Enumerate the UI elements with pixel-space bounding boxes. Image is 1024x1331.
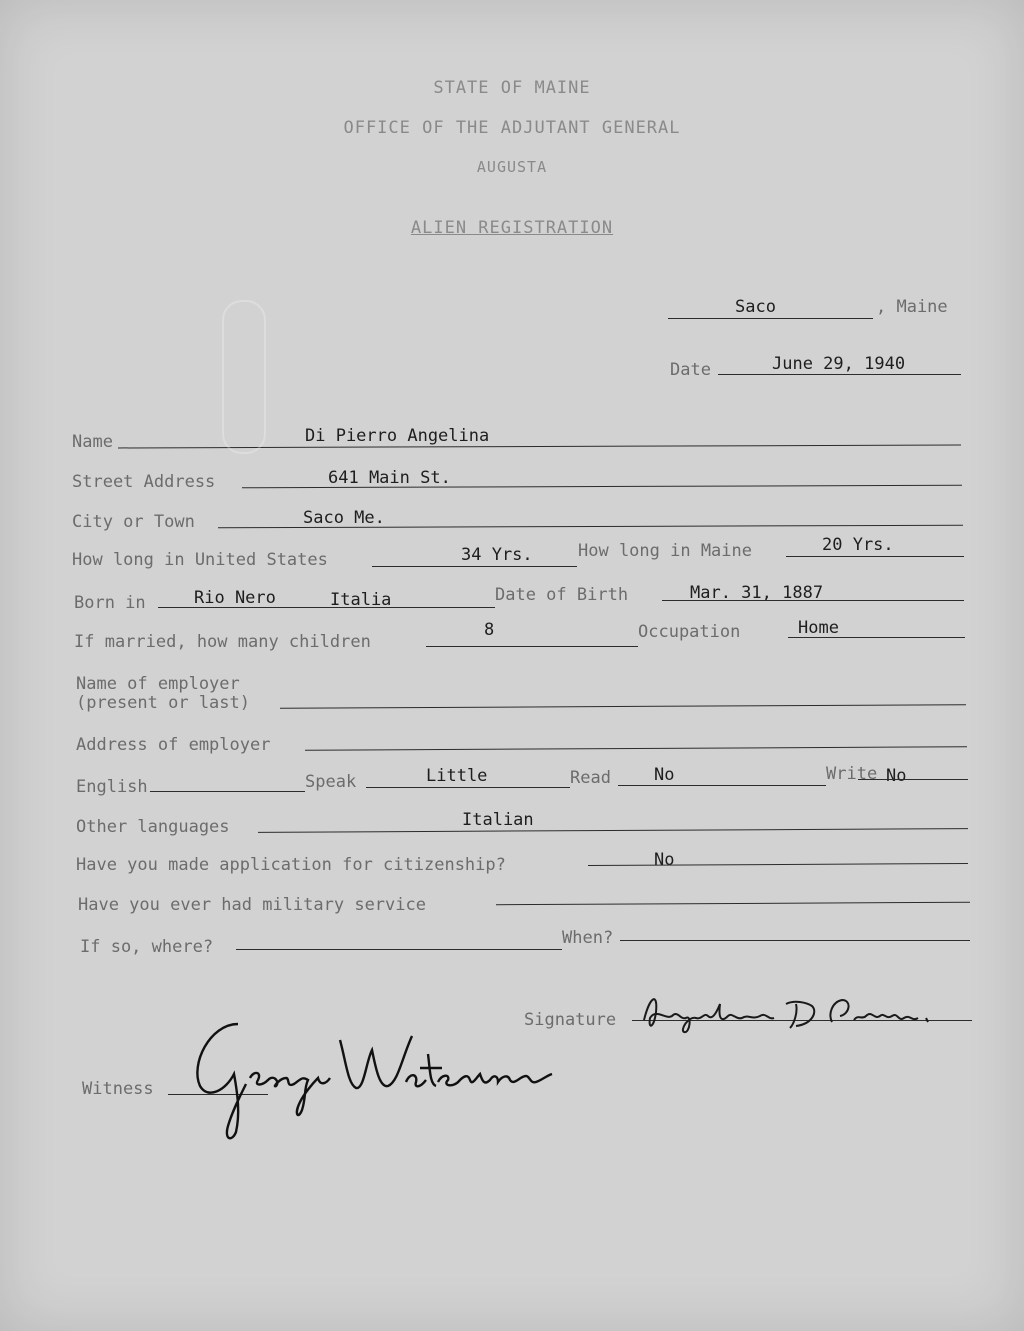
- occupation-line: [788, 637, 965, 638]
- maine-years-label: How long in Maine: [578, 541, 752, 561]
- date-label: Date: [670, 360, 711, 380]
- children-line: [426, 646, 638, 647]
- read-line: [618, 785, 826, 786]
- witness-signature: [180, 1014, 560, 1144]
- speak-value: Little: [426, 766, 488, 786]
- employer-sublabel: (present or last): [76, 693, 250, 713]
- signature-label: Signature: [524, 1010, 617, 1030]
- write-line: [858, 779, 968, 780]
- read-value: No: [654, 765, 675, 785]
- date-value: June 29, 1940: [772, 354, 906, 374]
- citizenship-line: [588, 863, 968, 866]
- read-label: Read: [570, 768, 611, 788]
- employer-label: Name of employer: [76, 674, 240, 694]
- name-value: Di Pierro Angelina: [305, 426, 490, 446]
- write-label: Write: [826, 764, 878, 784]
- maine-years-line: [786, 556, 964, 557]
- city-label: City or Town: [72, 512, 195, 532]
- witness-label: Witness: [82, 1079, 154, 1099]
- us-years-label: How long in United States: [72, 550, 328, 570]
- born-in-line: [158, 607, 495, 608]
- english-line: [150, 791, 305, 792]
- maine-years-value: 20 Yrs.: [822, 535, 894, 555]
- dob-value: Mar. 31, 1887: [690, 583, 824, 603]
- date-line: [718, 374, 961, 375]
- where-line: [236, 949, 562, 950]
- employer-address-line: [305, 746, 967, 750]
- children-value: 8: [484, 620, 495, 640]
- us-years-line: [372, 566, 577, 567]
- citizenship-value: No: [654, 850, 675, 870]
- applicant-signature: [636, 990, 976, 1040]
- other-languages-line: [258, 828, 968, 833]
- us-years-value: 34 Yrs.: [461, 545, 533, 565]
- occupation-label: Occupation: [638, 622, 741, 642]
- speak-line: [366, 787, 570, 788]
- employer-line: [280, 704, 966, 709]
- faint-stamp-mark: [222, 300, 266, 454]
- born-in-country: Italia: [330, 590, 392, 610]
- employer-address-label: Address of employer: [76, 735, 271, 755]
- military-label: Have you ever had military service: [78, 895, 426, 915]
- city-value: Saco Me.: [303, 508, 385, 528]
- form-title: ALIEN REGISTRATION: [410, 218, 614, 238]
- header-city: AUGUSTA: [476, 158, 548, 176]
- town-line: [668, 318, 873, 319]
- when-line: [620, 940, 970, 941]
- write-value: No: [886, 766, 907, 786]
- town-value: Saco: [735, 297, 776, 317]
- dob-line: [662, 600, 964, 601]
- state-suffix: , Maine: [876, 297, 948, 317]
- street-label: Street Address: [72, 472, 216, 492]
- born-in-label: Born in: [74, 593, 146, 613]
- military-line: [496, 902, 970, 905]
- header-office: OFFICE OF THE ADJUTANT GENERAL: [343, 118, 681, 138]
- occupation-value: Home: [798, 618, 839, 638]
- where-label: If so, where?: [80, 937, 214, 957]
- born-in-city: Rio Nero: [194, 588, 276, 608]
- other-languages-value: Italian: [462, 810, 534, 830]
- when-label: When?: [562, 928, 614, 948]
- dob-label: Date of Birth: [495, 585, 629, 605]
- name-label: Name: [72, 432, 113, 452]
- children-label: If married, how many children: [74, 632, 371, 652]
- english-label: English: [76, 777, 148, 797]
- other-languages-label: Other languages: [76, 817, 230, 837]
- header-state: STATE OF MAINE: [433, 78, 591, 98]
- street-value: 641 Main St.: [328, 468, 451, 488]
- citizenship-label: Have you made application for citizenship?: [76, 855, 506, 875]
- speak-label: Speak: [305, 772, 357, 792]
